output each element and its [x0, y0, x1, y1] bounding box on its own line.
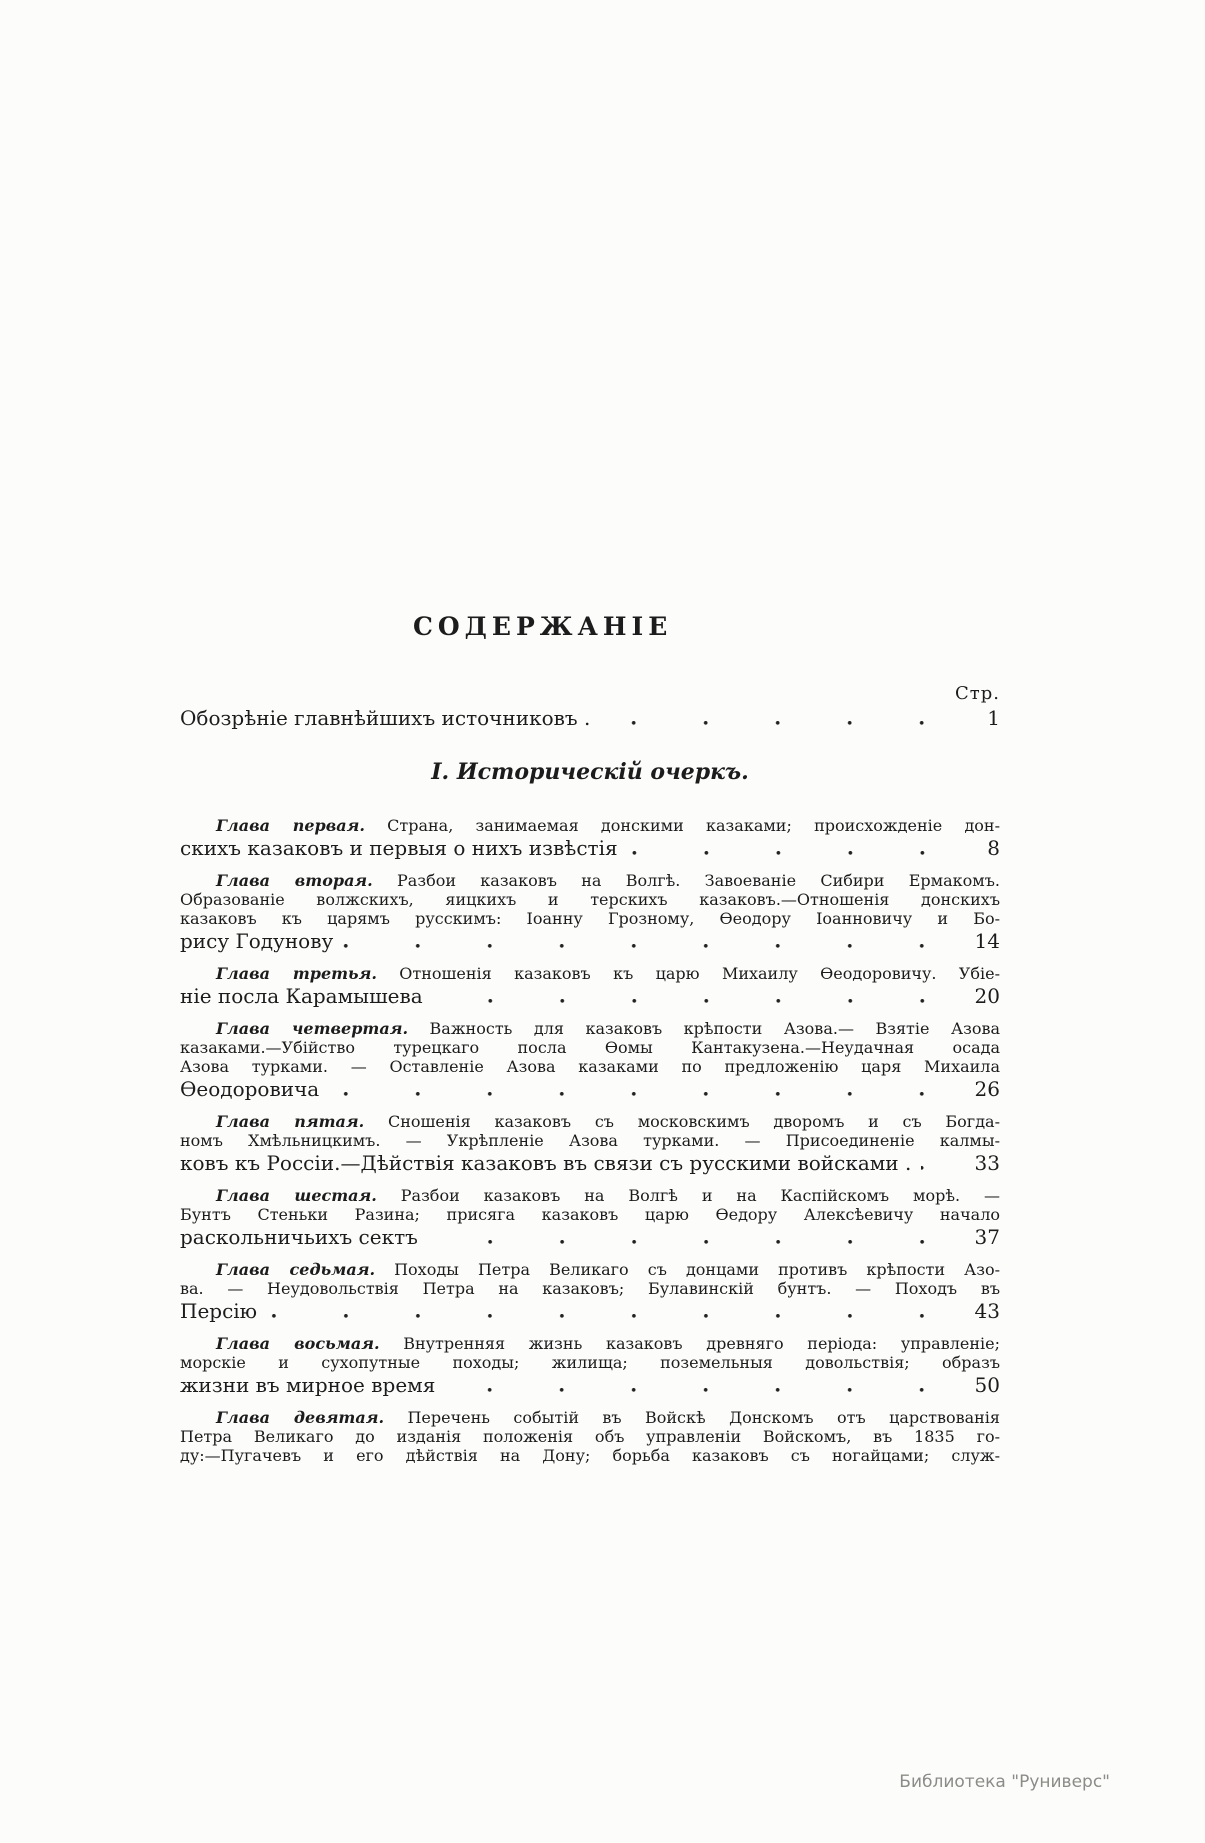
leader-dots — [600, 705, 958, 732]
chapter-label: Глава первая. — [216, 816, 365, 835]
toc-line — [180, 983, 1000, 1010]
leader-dots — [343, 928, 958, 955]
toc-line-text: Ѳеодоровича — [180, 1077, 320, 1101]
toc-entry — [180, 1186, 1000, 1251]
toc-entry — [180, 1334, 1000, 1399]
toc-entry — [180, 964, 1000, 1010]
leader-dots — [433, 983, 958, 1010]
chapter-label: Глава третья. — [216, 964, 377, 983]
toc-line — [180, 1298, 1000, 1325]
toc-line — [180, 1224, 1000, 1251]
toc-line — [180, 1150, 1000, 1177]
chapter-label: Глава шестая. — [216, 1186, 377, 1205]
toc-line: Глава седьмая. Походы Петра Великаго съ донцами противъ крѣпости Азо- — [216, 1260, 1000, 1279]
leader-dots — [428, 1224, 958, 1251]
toc-entry — [180, 1019, 1000, 1103]
leader-dots — [921, 1150, 958, 1177]
leader-dots — [329, 1076, 958, 1103]
document-title: СОДЕРЖАНІЕ — [413, 612, 673, 641]
toc-line-text: ковъ къ Россіи.—Дѣйствія казаковъ въ связи съ русскими войсками . — [180, 1151, 912, 1175]
toc-line-text: Персію — [180, 1299, 258, 1323]
page-number: 26 — [974, 1077, 1000, 1101]
toc-line-text: ніе посла Карамышева — [180, 984, 423, 1008]
leader-dots — [628, 835, 958, 862]
toc-entry — [180, 1408, 1000, 1465]
chapter-label: Глава вторая. — [216, 871, 373, 890]
page-number: 37 — [974, 1225, 1000, 1249]
chapter-label: Глава восьмая. — [216, 1334, 380, 1353]
toc-line — [180, 928, 1000, 955]
toc-line: Глава пятая. Сношенія казаковъ съ московскимъ дворомъ и съ Богда- — [216, 1112, 1000, 1131]
toc-line: ва. — Неудовольствія Петра на казаковъ; Булавинскій бунтъ. — Походъ въ — [180, 1279, 1000, 1298]
toc-line: ду:—Пугачевъ и его дѣйствія на Дону; борьба казаковъ съ ногайцами; служ- — [180, 1446, 1000, 1465]
toc-entry — [180, 1112, 1000, 1177]
page-number: 1 — [987, 706, 1000, 730]
toc-line-text: жизни въ мирное время — [180, 1373, 436, 1397]
page-number: 33 — [974, 1151, 1000, 1175]
toc-line: казаковъ къ царямъ русскимъ: Іоанну Грозному, Ѳеодору Іоанновичу и Бо- — [180, 909, 1000, 928]
toc-entry — [180, 816, 1000, 862]
toc-line: Бунтъ Стеньки Разина; присяга казаковъ царю Ѳедору Алексѣевичу начало — [180, 1205, 1000, 1224]
leader-dots — [445, 1372, 958, 1399]
toc-line: Петра Великаго до изданія положенія объ управленіи Войскомъ, въ 1835 го- — [180, 1427, 1000, 1446]
chapter-label: Глава четвертая. — [216, 1019, 409, 1038]
chapter-label: Глава седьмая. — [216, 1260, 376, 1279]
toc-line: Глава вторая. Разбои казаковъ на Волгѣ. Завоеваніе Сибири Ермакомъ. — [216, 871, 1000, 890]
toc-line — [180, 835, 1000, 862]
page-number: 50 — [974, 1373, 1000, 1397]
toc-line: Глава третья. Отношенія казаковъ къ царю Михаилу Ѳеодоровичу. Убіе- — [216, 964, 1000, 983]
toc-line: морскіе и сухопутные походы; жилища; поземельныя довольствія; образъ — [180, 1353, 1000, 1372]
page-column-header: Стр. — [955, 683, 1000, 704]
toc-line: Глава девятая. Перечень событій въ Войскѣ Донскомъ отъ царствованія — [216, 1408, 1001, 1427]
toc-line: Глава шестая. Разбои казаковъ на Волгѣ и на Каспійскомъ морѣ. — — [216, 1186, 1000, 1205]
toc-line: Образованіе волжскихъ, яицкихъ и терскихъ казаковъ.—Отношенія донскихъ — [180, 890, 1000, 909]
toc-entry — [180, 1260, 1000, 1325]
toc-line: Глава восьмая. Внутренняя жизнь казаковъ древняго періода: управленіе; — [216, 1334, 1000, 1353]
toc-line — [180, 1372, 1000, 1399]
toc-line-text: скихъ казаковъ и первыя о нихъ извѣстія — [180, 836, 618, 860]
chapter-label: Глава девятая. — [216, 1408, 385, 1427]
toc-entry — [180, 871, 1000, 955]
toc-line-text: раскольничьихъ сектъ — [180, 1225, 418, 1249]
toc-content — [180, 612, 1000, 1465]
toc-line: казаками.—Убійство турецкаго посла Ѳомы Кантакузена.—Неудачная осада — [180, 1038, 1000, 1057]
watermark-footer: Библиотека "Руниверс" — [899, 1772, 1110, 1792]
toc-line: номъ Хмѣльницкимъ. — Укрѣпленіе Азова турками. — Присоединеніе калмы- — [180, 1131, 1000, 1150]
toc-line: Азова турками. — Оставленіе Азова казаками по предложенію царя Михаила — [180, 1057, 1000, 1076]
section-heading: I. Историческій очеркъ. — [431, 759, 749, 785]
toc-line: Глава четвертая. Важность для казаковъ крѣпости Азова.— Взятіе Азова — [216, 1019, 1001, 1038]
toc-line: Глава первая. Страна, занимаемая донскими казаками; происхожденіе дон- — [216, 816, 1000, 835]
page-number: 8 — [987, 836, 1000, 860]
page-number: 20 — [974, 984, 1000, 1008]
toc-preamble-entry — [180, 705, 1000, 732]
toc-line-text: рису Годунову — [180, 929, 334, 953]
chapter-label: Глава пятая. — [216, 1112, 365, 1131]
toc-entry-text: Обозрѣніе главнѣйшихъ источниковъ . — [180, 706, 591, 730]
toc-entries — [180, 816, 1000, 1465]
toc-line — [180, 1076, 1000, 1103]
page-number: 43 — [974, 1299, 1000, 1323]
leader-dots — [267, 1298, 958, 1325]
page-number: 14 — [974, 929, 1000, 953]
